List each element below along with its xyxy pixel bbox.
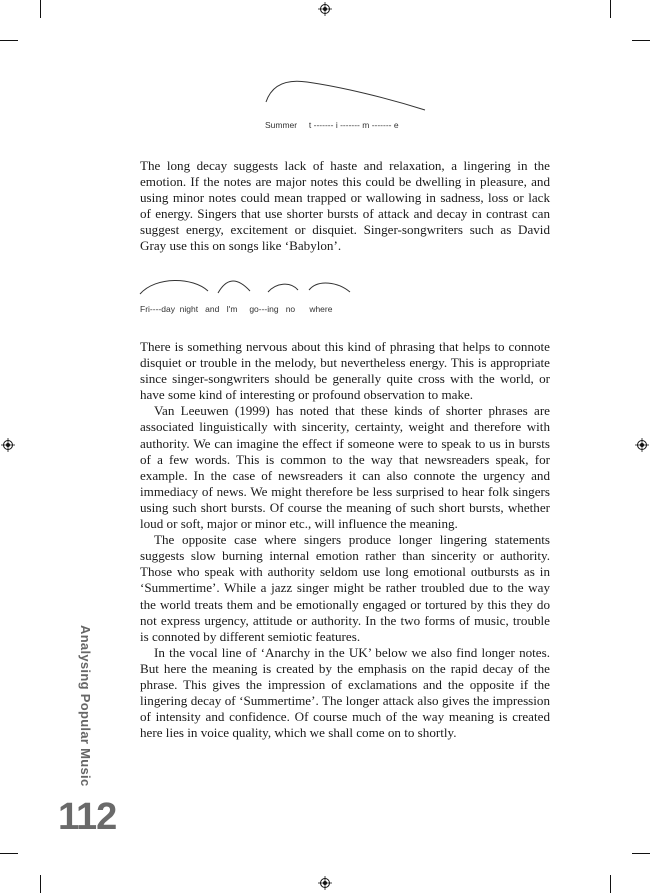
crop-mark (0, 853, 18, 854)
friday-night-lyric-label: Fri----day night and I'm go---ing no where (140, 304, 333, 314)
summertime-contour-figure (262, 76, 432, 116)
page-number: 112 (58, 796, 117, 838)
crop-mark (632, 40, 650, 41)
paragraph: The opposite case where singers produce longer lingering statements suggests slow burning internal emotion rather than sincerity or authority. Those who speak with authority seldom use long emotional outbursts as in ‘Summertime’. While a jazz singer might be rather troubled due to the way the world treats them and be emotionally engaged or tortured by this they do not express urgency, attitude or authority. In the two forms of music, trouble is connoted by different semiotic features. (140, 532, 550, 644)
text-block-upper (140, 158, 550, 255)
text-block-main (140, 339, 550, 741)
running-title: Analysing Popular Music (78, 625, 93, 787)
paragraph: There is something nervous about this kind of phrasing that helps to connote disquiet or trouble in the melody, but nevertheless energy. This is appropriate since singer-songwriters should be generally quite cross with the world, or have some kind of interesting or profound observation to make. (140, 339, 550, 403)
crop-mark (610, 0, 611, 18)
crop-mark (632, 853, 650, 854)
phrase-contour-line (266, 81, 425, 110)
crop-mark (0, 40, 18, 41)
registration-mark-icon (1, 438, 15, 452)
paragraph: In the vocal line of ‘Anarchy in the UK’ below we also find longer notes. But here the meaning is created by the emphasis on the rapid decay of the phrase. This gives the impression of exclamations and the opposite if the lingering decay of ‘Summertime’. The longer attack also gives the impression of intensity and confidence. Of course much of the way meaning is created here lies in voice quality, which we shall come on to shortly. (140, 644, 550, 741)
phrase-contour-line (268, 284, 298, 292)
summertime-lyric-label: Summer t ------- i ------- m ------- e (265, 120, 399, 130)
registration-mark-icon (318, 876, 332, 890)
friday-night-contour-figure (138, 273, 358, 299)
phrase-contour-line (140, 280, 208, 294)
phrase-contour-line (218, 281, 250, 293)
crop-mark (610, 875, 611, 893)
registration-mark-icon (318, 2, 332, 16)
paragraph: Van Leeuwen (1999) has noted that these kinds of shorter phrases are associated linguistically with sincerity, certainty, weight and therefore with authority. We can imagine the effect if someone were to speak to us in bursts of a few words. This is common to the way that newsreaders speak, for example. In the case of newsreaders it can also connote the urgency and immediacy of news. We might therefore be less surprised to hear folk singers using such short bursts. Of course the meaning of such short bursts, whether loud or soft, major or minor etc., will influence the meaning. (140, 403, 550, 532)
crop-mark (40, 0, 41, 18)
registration-mark-icon (635, 438, 649, 452)
paragraph: The long decay suggests lack of haste and relaxation, a lingering in the emotion. If the notes are major notes this could be dwelling in pleasure, and using minor notes could mean trapped or wallowing in sadness, loss or lack of energy. Singers that use shorter bursts of attack and decay in contrast can suggest energy, excitement or disquiet. Singer-songwriters such as David Gray use this on songs like ‘Babylon’. (140, 158, 550, 254)
crop-mark (40, 875, 41, 893)
phrase-contour-line (309, 283, 350, 292)
